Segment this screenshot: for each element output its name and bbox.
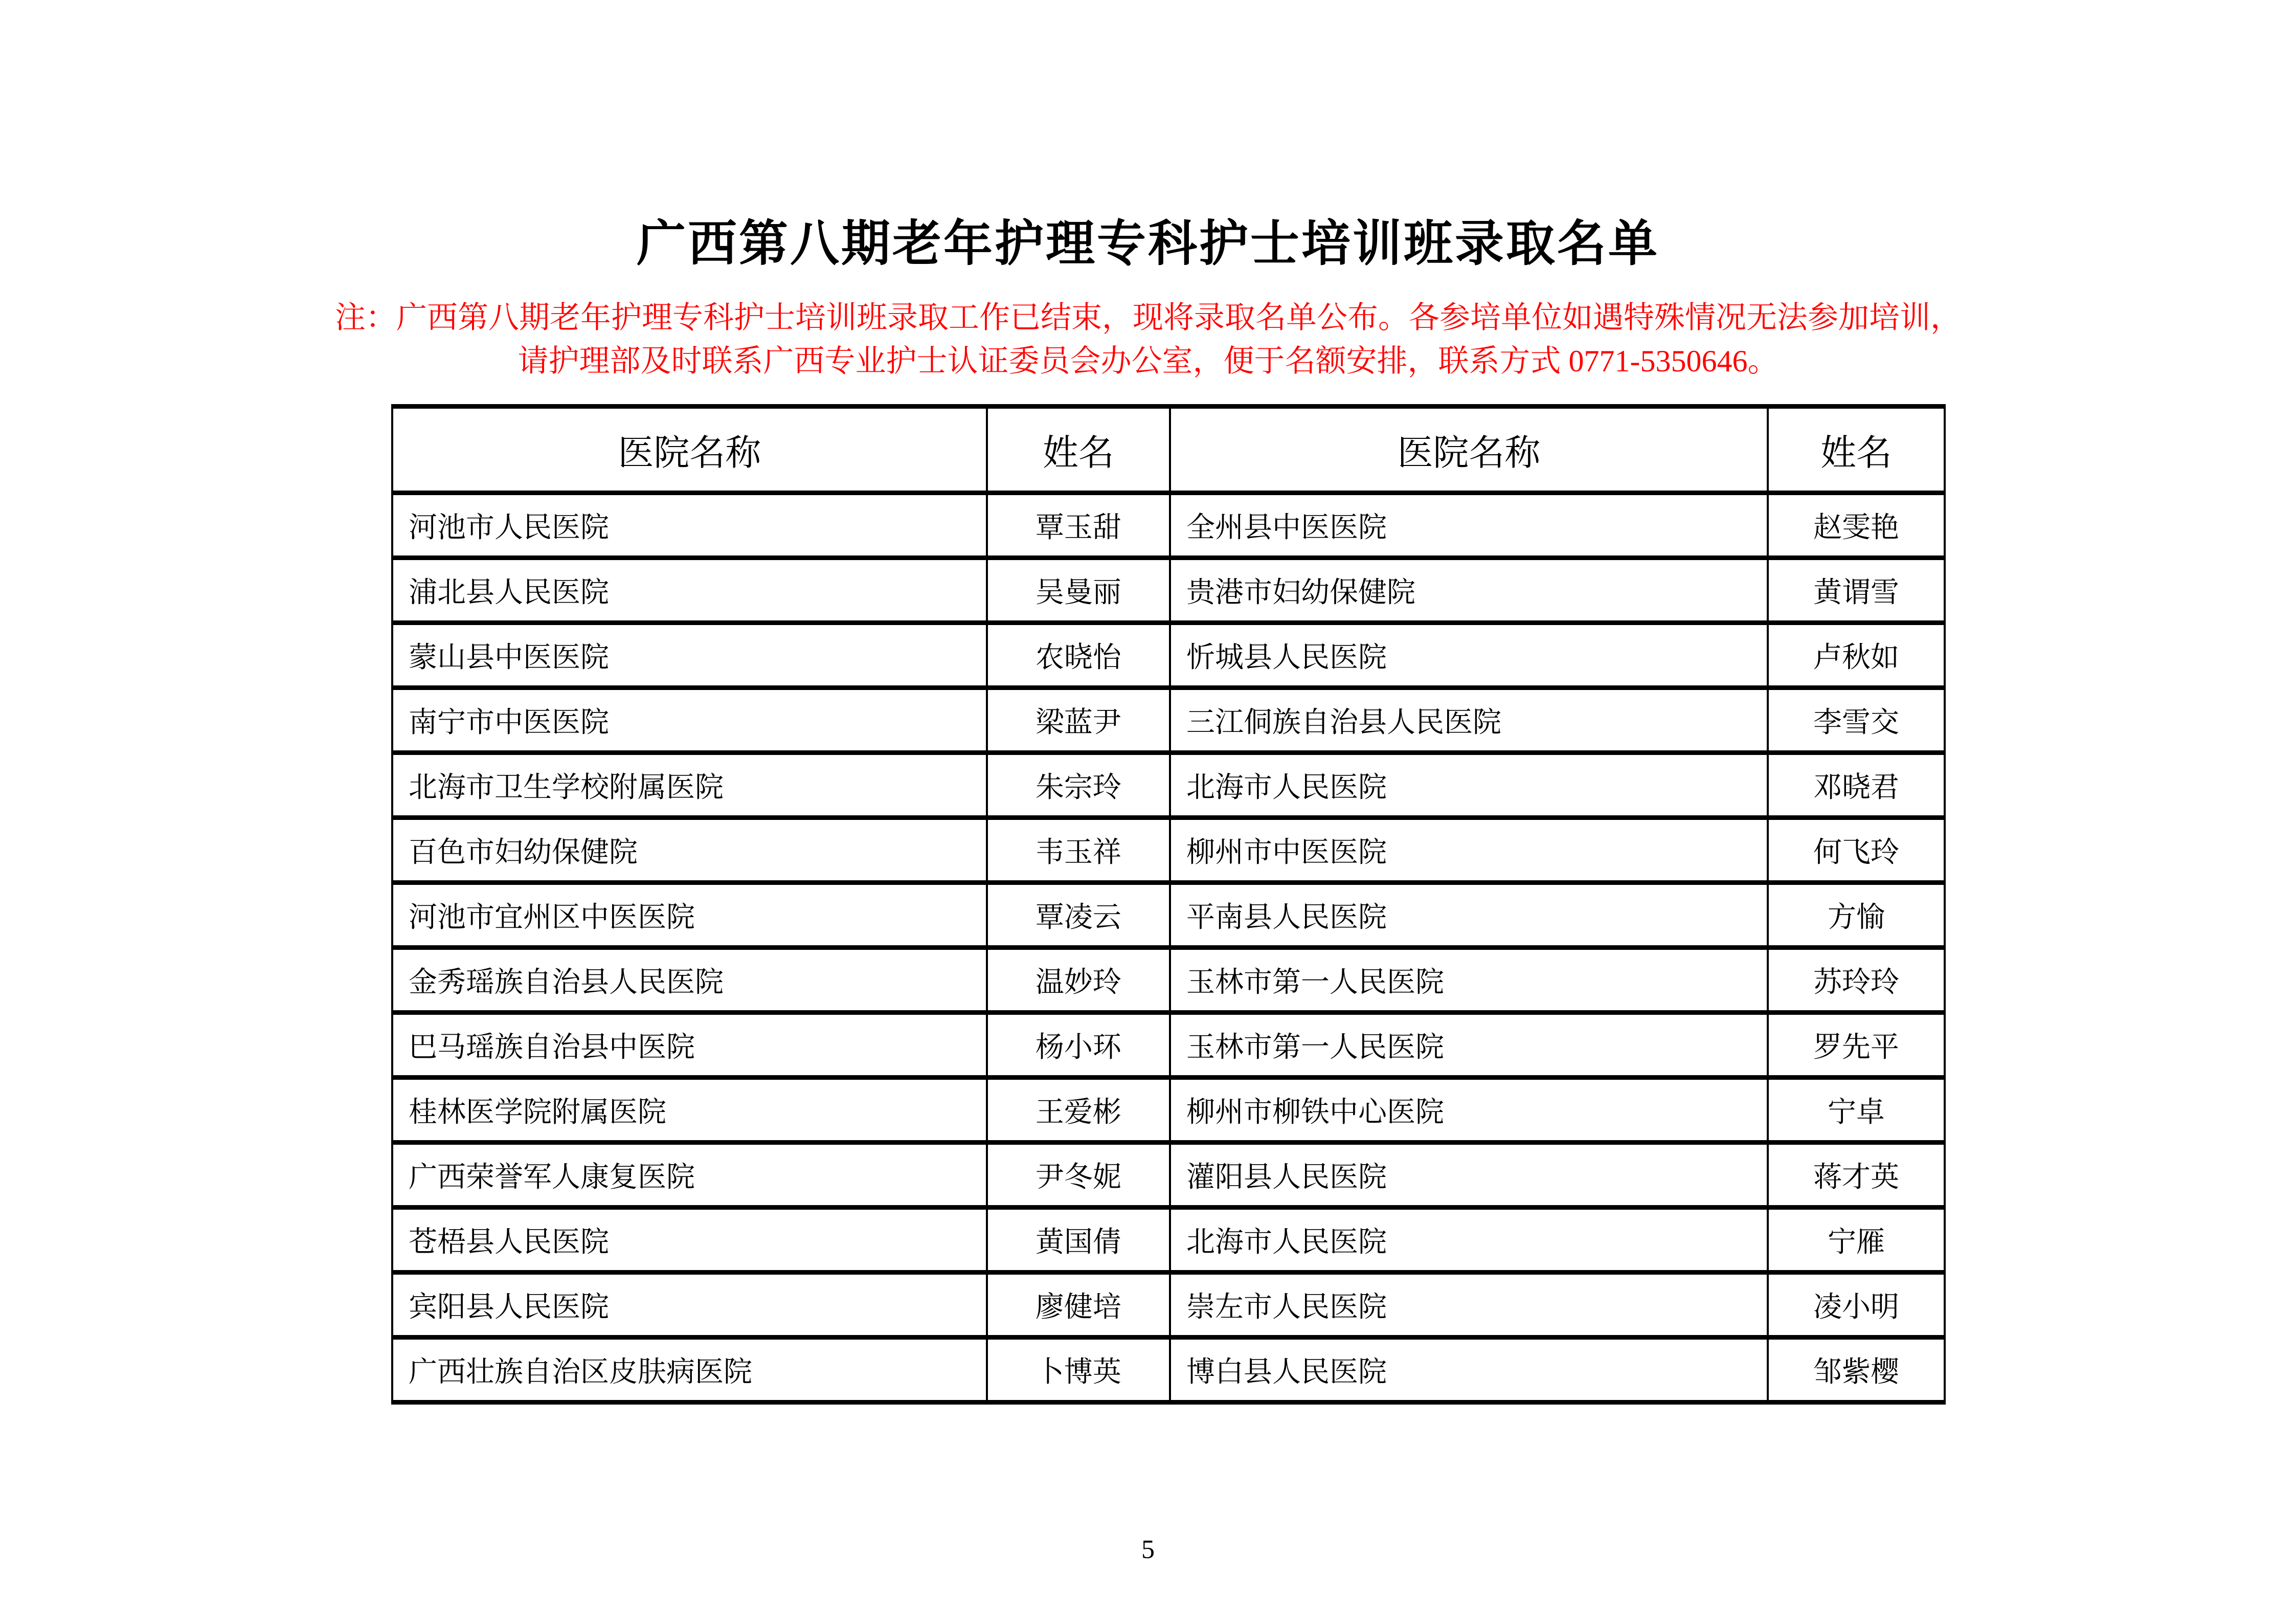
table-row [392,1013,1945,1078]
name-cell: 廖健培 [987,1273,1170,1338]
table-row [392,558,1945,623]
table-row [392,1208,1945,1273]
hospital-cell: 河池市人民医院 [392,493,987,558]
hospital-cell: 崇左市人民医院 [1170,1273,1768,1338]
hospital-cell: 桂林医学院附属医院 [392,1078,987,1143]
table-row [392,883,1945,948]
table-row [392,948,1945,1013]
name-cell: 赵雯艳 [1768,493,1945,558]
name-cell: 卢秋如 [1768,623,1945,688]
hospital-cell: 金秀瑶族自治县人民医院 [392,948,987,1013]
hospital-cell: 玉林市第一人民医院 [1170,948,1768,1013]
admission-table [391,404,1946,1405]
table-row [392,818,1945,883]
name-cell: 王爱彬 [987,1078,1170,1143]
hospital-cell: 玉林市第一人民医院 [1170,1013,1768,1078]
hospital-cell: 全州县中医医院 [1170,493,1768,558]
name-cell: 卜博英 [987,1338,1170,1403]
hospital-cell: 博白县人民医院 [1170,1338,1768,1403]
name-cell: 宁卓 [1768,1078,1945,1143]
note-line-1: 注：广西第八期老年护理专科护士培训班录取工作已结束，现将录取名单公布。各参培单位如遇特殊情况无法参加培训， [335,301,1961,335]
name-cell: 黄谓雪 [1768,558,1945,623]
hospital-cell: 南宁市中医医院 [392,688,987,753]
hospital-cell: 平南县人民医院 [1170,883,1768,948]
table-row [392,623,1945,688]
name-cell: 覃玉甜 [987,493,1170,558]
hospital-cell: 浦北县人民医院 [392,558,987,623]
name-cell: 韦玉祥 [987,818,1170,883]
hospital-cell: 北海市人民医院 [1170,753,1768,818]
name-cell: 梁蓝尹 [987,688,1170,753]
header-name-1: 姓名 [987,407,1170,493]
table-row [392,1078,1945,1143]
table-body [392,493,1945,1403]
table-row [392,493,1945,558]
hospital-cell: 蒙山县中医医院 [392,623,987,688]
page-number: 5 [1141,1535,1155,1564]
table-row [392,1143,1945,1208]
name-cell: 方愉 [1768,883,1945,948]
name-cell: 罗先平 [1768,1013,1945,1078]
page-title: 广西第八期老年护理专科护士培训班录取名单 [637,216,1659,271]
hospital-cell: 忻城县人民医院 [1170,623,1768,688]
header-hospital-1: 医院名称 [392,407,987,493]
header-name-2: 姓名 [1768,407,1945,493]
header-row [392,407,1945,493]
name-cell: 尹冬妮 [987,1143,1170,1208]
table-header [392,407,1945,493]
hospital-cell: 百色市妇幼保健院 [392,818,987,883]
hospital-cell: 灌阳县人民医院 [1170,1143,1768,1208]
header-hospital-2: 医院名称 [1170,407,1768,493]
name-cell: 苏玲玲 [1768,948,1945,1013]
table-row [392,1338,1945,1403]
name-cell: 农晓怡 [987,623,1170,688]
name-cell: 邓晓君 [1768,753,1945,818]
name-cell: 杨小环 [987,1013,1170,1078]
table-row [392,1273,1945,1338]
hospital-cell: 河池市宜州区中医医院 [392,883,987,948]
note-paragraph [0,296,2296,383]
hospital-cell: 北海市人民医院 [1170,1208,1768,1273]
name-cell: 覃凌云 [987,883,1170,948]
hospital-cell: 柳州市柳铁中心医院 [1170,1078,1768,1143]
hospital-cell: 苍梧县人民医院 [392,1208,987,1273]
name-cell: 朱宗玲 [987,753,1170,818]
hospital-cell: 巴马瑶族自治县中医院 [392,1013,987,1078]
note-line-2: 请护理部及时联系广西专业护士认证委员会办公室，便于名额安排，联系方式 0771-5350646。 [517,344,1779,379]
name-cell: 邹紫樱 [1768,1338,1945,1403]
name-cell: 温妙玲 [987,948,1170,1013]
name-cell: 凌小明 [1768,1273,1945,1338]
name-cell: 李雪交 [1768,688,1945,753]
hospital-cell: 三江侗族自治县人民医院 [1170,688,1768,753]
name-cell: 黄国倩 [987,1208,1170,1273]
hospital-cell: 广西荣誉军人康复医院 [392,1143,987,1208]
hospital-cell: 贵港市妇幼保健院 [1170,558,1768,623]
hospital-cell: 北海市卫生学校附属医院 [392,753,987,818]
name-cell: 吴曼丽 [987,558,1170,623]
name-cell: 蒋才英 [1768,1143,1945,1208]
name-cell: 何飞玲 [1768,818,1945,883]
name-cell: 宁雁 [1768,1208,1945,1273]
table-row [392,688,1945,753]
hospital-cell: 柳州市中医医院 [1170,818,1768,883]
hospital-cell: 广西壮族自治区皮肤病医院 [392,1338,987,1403]
hospital-cell: 宾阳县人民医院 [392,1273,987,1338]
table-row [392,753,1945,818]
